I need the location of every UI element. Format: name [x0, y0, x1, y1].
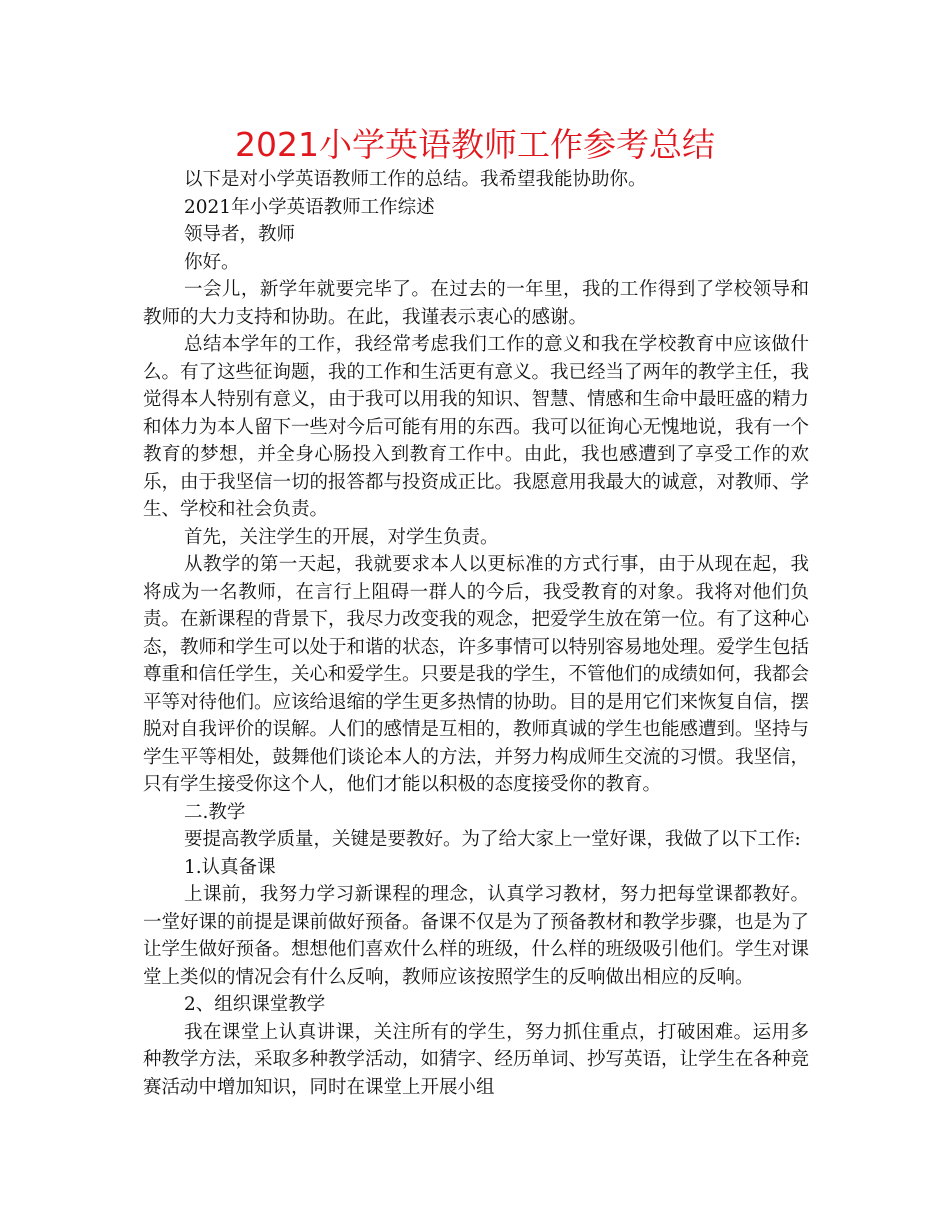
subheading-preparation: 1.认真备课 — [184, 856, 276, 878]
document-title: 2021小学英语教师工作参考总结 — [235, 125, 715, 164]
paragraph-greeting: 你好。 — [184, 251, 240, 273]
subheading-classroom: 2、组织课堂教学 — [184, 994, 326, 1015]
paragraph-teaching-intro: 要提高教学质量，关键是要教好。为了给大家上一堂好课，我做了以下工作: — [184, 829, 801, 850]
paragraph-reflection: 总结本学年的工作，我经常考虑我们工作的意义和我在学校教育中应该做什么。有了这些征询题，我的工作和生活更有意义。我已经当了两年的教学主任，我觉得本人特别有意义，由于我可以用我的知识、智慧、情感和生命中最旺盛的精力和体力为本人留下一些对今后可能有用的东西。我可以征询心无愧地说，我有一个教育的梦想，并全身心肠投入到教育工作中。由此，我也感遭到了享受工作的欢乐，由于我坚信一切的报答都与投资成正比。我愿意用我最大的诚意，对教师、学生、学校和社会负责。 — [143, 334, 810, 520]
paragraph-preparation: 上课前，我努力学习新课程的理念，认真学习教材，努力把每堂课都教好。一堂好课的前提是课前做好预备。备课不仅是为了预备教材和教学步骤，也是为了让学生做好预备。想想他们喜欢什么样的班级，什么样的班级吸引他们。学生对课堂上类似的情况会有什么反响，教师应该按照学生的反响做出相应的反响。 — [143, 884, 810, 988]
paragraph-classroom: 我在课堂上认真讲课，关注所有的学生，努力抓住重点，打破困难。运用多种教学方法，采取多种教学活动，如猜字、经历单词、抄写英语，让学生在各种竞赛活动中增加知识，同时在课堂上开展小组 — [143, 1021, 810, 1098]
document-body — [143, 166, 809, 1101]
paragraph-intro: 以下是对小学英语教师工作的总结。我希望我能协助你。 — [184, 169, 647, 190]
section-heading-students: 首先，关注学生的开展，对学生负责。 — [184, 526, 499, 548]
paragraph-thanks: 一会儿，新学年就要完毕了。在过去的一年里，我的工作得到了学校领导和教师的大力支持和协助。在此，我谨表示衷心的感谢。 — [143, 279, 809, 328]
section-heading-teaching: 二.教学 — [184, 801, 246, 823]
paragraph-students: 从教学的第一天起，我就要求本人以更标准的方式行事，由于从现在起，我将成为一名教师，在言行上阻碍一群人的今后，我受教育的对象。我将对他们负责。在新课程的背景下，我尽力改变我的观念，把爱学生放在第一位。有了这种心态，教师和学生可以处于和谐的状态，许多事情可以特别容易地处理。爱学生包括尊重和信任学生，关心和爱学生。只要是我的学生，不管他们的成绩如何，我都会平等对待他们。应该给退缩的学生更多热情的协助。目的是用它们来恢复自信，摆脱对自我评价的误解。人们的感情是互相的，教师真诚的学生也能感遭到。坚持与学生平等相处，鼓舞他们谈论本人的方法，并努力构成师生交流的习惯。我坚信，只有学生接受你这个人，他们才能以积极的态度接受你的教育。 — [143, 554, 810, 795]
paragraph-subtitle: 2021年小学英语教师工作综述 — [184, 196, 435, 218]
paragraph-salutation: 领导者，教师 — [184, 224, 296, 245]
